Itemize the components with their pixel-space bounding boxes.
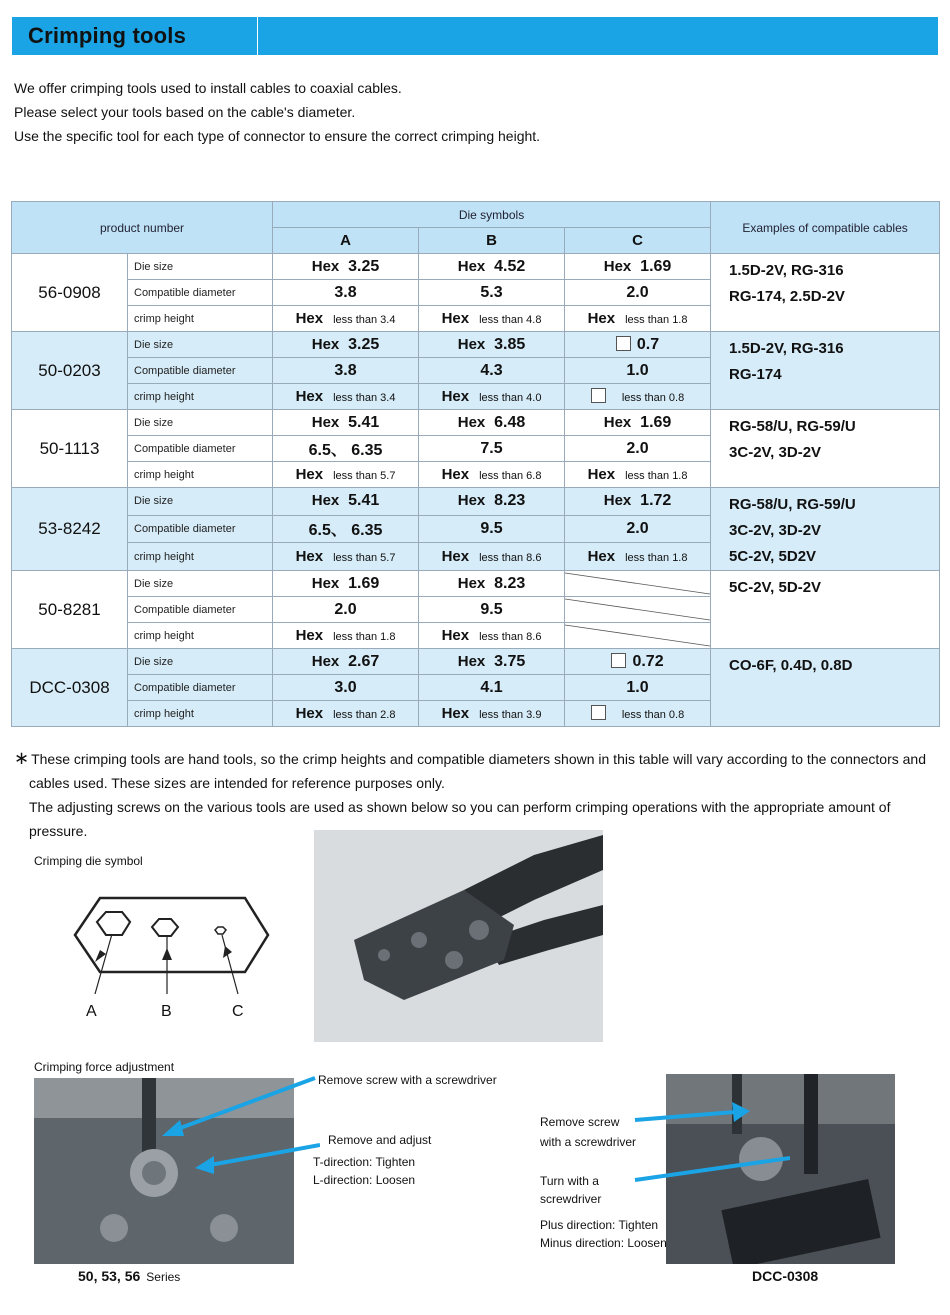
note-line-3: The adjusting screws on the various tools are used as shown below so you can perform crimping operations with the appropriate amount of pressure. (29, 799, 891, 839)
table-row (12, 254, 940, 280)
hex-label: Hex (587, 547, 616, 565)
square-symbol-icon (591, 705, 606, 720)
diam-a: 6.5、 6.35 (273, 515, 419, 543)
row-label-diameter: Compatible diameter (128, 280, 273, 306)
table-row (12, 649, 940, 675)
callout-right-turn-2: screwdriver (540, 1192, 602, 1206)
square-symbol-icon (591, 388, 606, 403)
crimp-c (565, 384, 711, 410)
die-a (273, 410, 419, 436)
callout-remove-adjust: Remove and adjust (328, 1133, 432, 1147)
cable-line: 5C-2V, 5D-2V (729, 579, 822, 596)
crimp-c-value: less than 1.8 (625, 469, 688, 482)
row-label-die: Die size (128, 410, 273, 436)
hex-label: Hex (457, 652, 486, 670)
cable-line: RG-58/U, RG-59/U (729, 496, 856, 513)
hex-label: Hex (311, 335, 340, 353)
crimp-a (273, 384, 419, 410)
hex-label: Hex (603, 492, 632, 510)
cable-line: 1.5D-2V, RG-316 (729, 340, 844, 357)
crimp-b-value: less than 8.6 (479, 551, 542, 564)
hex-label: Hex (587, 465, 616, 483)
hex-label: Hex (311, 492, 340, 510)
hex-label: Hex (441, 626, 470, 644)
crimp-b-value: less than 3.9 (479, 708, 542, 721)
diam-c: 2.0 (565, 280, 711, 306)
product-number: 53-8242 (12, 488, 128, 571)
series-suffix: Series (146, 1270, 181, 1284)
crimp-a (273, 623, 419, 649)
crimp-a (273, 462, 419, 488)
hex-label: Hex (457, 335, 486, 353)
die-c (565, 410, 711, 436)
table-row (12, 488, 940, 516)
row-label-crimp: crimp height (128, 384, 273, 410)
hex-label: Hex (311, 652, 340, 670)
die-b-value: 6.48 (494, 413, 526, 431)
cable-line: 3C-2V, 3D-2V (729, 444, 822, 461)
header-die-symbols: Die symbols (273, 202, 711, 228)
die-b-value: 8.23 (494, 574, 526, 592)
intro-line: Use the specific tool for each type of connector to ensure the correct crimping height. (14, 128, 541, 144)
hex-label: Hex (295, 704, 324, 722)
hex-label: Hex (295, 387, 324, 405)
row-label-crimp: crimp height (128, 623, 273, 649)
note-line-1: These crimping tools are hand tools, so the crimp heights and compatible diameters shown in this table will vary according to the connectors and (31, 751, 927, 767)
crimp-b-value: less than 4.8 (479, 313, 542, 326)
empty-cell-slash (565, 623, 711, 649)
hex-label: Hex (457, 257, 486, 275)
die-b (419, 332, 565, 358)
cable-line: 3C-2V, 3D-2V (729, 522, 822, 539)
hex-c-shape (215, 927, 226, 934)
diam-a: 3.0 (273, 675, 419, 701)
crimping-tool-illustration (314, 830, 603, 1042)
notes (14, 746, 939, 843)
product-number: DCC-0308 (12, 649, 128, 727)
row-label-diameter: Compatible diameter (128, 436, 273, 462)
crimp-c-value: less than 1.8 (625, 551, 688, 564)
crimp-a (273, 306, 419, 332)
row-label-crimp: crimp height (128, 462, 273, 488)
series-label-left (78, 1268, 180, 1284)
die-c-value: 1.69 (640, 257, 672, 275)
header-examples: Examples of compatible cables (711, 202, 940, 254)
crimp-b (419, 384, 565, 410)
callout-right-plus: Plus direction: Tighten (540, 1218, 659, 1232)
table-row (12, 332, 940, 358)
row-label-diameter: Compatible diameter (128, 515, 273, 543)
crimp-b (419, 462, 565, 488)
crimp-a-value: less than 3.4 (333, 313, 396, 326)
crimp-b-value: less than 4.0 (479, 391, 542, 404)
die-a-value: 3.25 (348, 335, 380, 353)
die-b-value: 8.23 (494, 492, 526, 510)
die-b-value: 3.75 (494, 652, 526, 670)
diam-b: 9.5 (419, 597, 565, 623)
cable-line: RG-58/U, RG-59/U (729, 418, 856, 435)
die-c-value: 1.69 (640, 413, 672, 431)
hex-label: Hex (295, 309, 324, 327)
die-symbol-caption: Crimping die symbol (34, 854, 143, 868)
die-a (273, 571, 419, 597)
die-b (419, 410, 565, 436)
compatible-cables (711, 332, 940, 410)
row-label-diameter: Compatible diameter (128, 675, 273, 701)
hex-label: Hex (457, 574, 486, 592)
crimp-b (419, 701, 565, 727)
die-a-value: 5.41 (348, 492, 380, 510)
hex-label: Hex (603, 413, 632, 431)
diam-c: 2.0 (565, 436, 711, 462)
die-a-value: 2.67 (348, 652, 380, 670)
die-b (419, 488, 565, 516)
hex-label: Hex (441, 387, 470, 405)
hex-b-shape (152, 919, 178, 936)
crimp-b-value: less than 6.8 (479, 469, 542, 482)
page-title: Crimping tools (28, 23, 187, 48)
compatible-cables (711, 254, 940, 332)
die-c (565, 488, 711, 516)
compatible-cables (711, 649, 940, 727)
hex-label: Hex (311, 413, 340, 431)
intro-line: Please select your tools based on the cable's diameter. (14, 104, 356, 120)
crimp-a (273, 701, 419, 727)
hex-label: Hex (441, 309, 470, 327)
die-b (419, 571, 565, 597)
square-symbol-icon (611, 653, 626, 668)
row-label-diameter: Compatible diameter (128, 358, 273, 384)
callout-remove-screw: Remove screw with a screwdriver (318, 1073, 497, 1087)
cable-line: 5C-2V, 5D2V (729, 548, 817, 565)
hex-label: Hex (441, 704, 470, 722)
crimp-c-value: less than 0.8 (621, 708, 685, 721)
row-label-die: Die size (128, 488, 273, 516)
hex-label: Hex (457, 413, 486, 431)
diam-b: 9.5 (419, 515, 565, 543)
compatible-cables (711, 410, 940, 488)
table-row (12, 571, 940, 597)
crimp-a-value: less than 1.8 (333, 630, 396, 643)
diam-c: 1.0 (565, 675, 711, 701)
header-die-b: B (419, 228, 565, 254)
diam-a: 3.8 (273, 358, 419, 384)
crimping-tools-table (11, 201, 940, 727)
crimp-a-value: less than 2.8 (333, 708, 396, 721)
hex-label: Hex (295, 547, 324, 565)
cable-line: CO-6F, 0.4D, 0.8D (729, 657, 853, 674)
row-label-die: Die size (128, 649, 273, 675)
callout-right-turn-1: Turn with a (540, 1174, 599, 1188)
product-number: 50-0203 (12, 332, 128, 410)
compatible-cables (711, 488, 940, 571)
die-a-value: 1.69 (348, 574, 380, 592)
callout-tighten: T-direction: Tighten (313, 1155, 416, 1169)
series-numbers: 50, 53, 56 (78, 1268, 141, 1284)
row-label-crimp: crimp height (128, 306, 273, 332)
table-row (12, 410, 940, 436)
row-label-die: Die size (128, 254, 273, 280)
crimp-c-value: less than 1.8 (625, 313, 688, 326)
crimp-a-value: less than 5.7 (333, 469, 396, 482)
hex-label: Hex (441, 465, 470, 483)
product-number: 50-1113 (12, 410, 128, 488)
header-product-number: product number (12, 202, 273, 254)
row-label-die: Die size (128, 332, 273, 358)
callout-arrows-right (630, 1098, 790, 1188)
compatible-cables (711, 571, 940, 649)
row-label-die: Die size (128, 571, 273, 597)
row-label-crimp: crimp height (128, 543, 273, 571)
die-c-value: 1.72 (640, 492, 672, 510)
die-b (419, 649, 565, 675)
diam-a: 3.8 (273, 280, 419, 306)
header-die-a: A (273, 228, 419, 254)
die-a (273, 332, 419, 358)
die-c (565, 332, 711, 358)
crimp-c (565, 701, 711, 727)
crimp-c-value: less than 0.8 (621, 391, 685, 404)
die-a-value: 5.41 (348, 413, 380, 431)
crimp-c (565, 306, 711, 332)
die-label-a: A (86, 1003, 97, 1020)
cable-line: RG-174, 2.5D-2V (729, 288, 845, 305)
crimp-c (565, 462, 711, 488)
cable-line: RG-174 (729, 366, 782, 383)
diam-b: 4.3 (419, 358, 565, 384)
diam-b: 4.1 (419, 675, 565, 701)
intro-line: We offer crimping tools used to install cables to coaxial cables. (14, 80, 402, 96)
square-symbol-icon (616, 336, 631, 351)
asterisk-icon: ∗ (14, 748, 30, 768)
crimp-b (419, 306, 565, 332)
die-a (273, 649, 419, 675)
cable-line: 1.5D-2V, RG-316 (729, 262, 844, 279)
intro-text (14, 76, 934, 148)
diam-b: 5.3 (419, 280, 565, 306)
series-label-right: DCC-0308 (752, 1268, 819, 1284)
diam-c: 2.0 (565, 515, 711, 543)
crimp-a-value: less than 5.7 (333, 551, 396, 564)
die-b-value: 3.85 (494, 335, 526, 353)
die-label-b: B (161, 1003, 172, 1020)
note-line-2: cables used. These sizes are intended for reference purposes only. (29, 775, 445, 791)
crimping-tool-photo (314, 830, 603, 1042)
hex-label: Hex (441, 547, 470, 565)
row-label-crimp: crimp height (128, 701, 273, 727)
diam-c: 1.0 (565, 358, 711, 384)
crimp-b (419, 543, 565, 571)
callout-right-remove-2: with a screwdriver (540, 1135, 637, 1149)
hex-label: Hex (311, 574, 340, 592)
hex-label: Hex (311, 257, 340, 275)
crimp-b (419, 623, 565, 649)
die-a (273, 488, 419, 516)
note-line (14, 746, 939, 771)
die-c (565, 649, 711, 675)
hex-label: Hex (603, 257, 632, 275)
die-a-value: 3.25 (348, 257, 380, 275)
hex-label: Hex (587, 309, 616, 327)
diam-a: 2.0 (273, 597, 419, 623)
die-c-value: 0.7 (636, 335, 660, 353)
die-label-c: C (232, 1003, 244, 1020)
row-label-diameter: Compatible diameter (128, 597, 273, 623)
callout-right-minus: Minus direction: Loosen (540, 1236, 667, 1250)
die-c-value: 0.72 (632, 652, 664, 670)
die-b (419, 254, 565, 280)
force-adjustment-caption: Crimping force adjustment (34, 1060, 175, 1074)
hex-label: Hex (295, 465, 324, 483)
product-number: 56-0908 (12, 254, 128, 332)
crimp-b-value: less than 8.6 (479, 630, 542, 643)
callout-arrows-left (150, 1070, 320, 1180)
diam-b: 7.5 (419, 436, 565, 462)
callout-loosen: L-direction: Loosen (313, 1173, 416, 1187)
header-die-c: C (565, 228, 711, 254)
die-b-value: 4.52 (494, 257, 526, 275)
empty-cell-slash (565, 597, 711, 623)
callout-right-remove-1: Remove screw (540, 1115, 620, 1129)
crimp-a-value: less than 3.4 (333, 391, 396, 404)
diam-a: 6.5、 6.35 (273, 436, 419, 462)
header-title-box (12, 17, 258, 55)
empty-cell-slash (565, 571, 711, 597)
crimp-a (273, 543, 419, 571)
hex-label: Hex (457, 492, 486, 510)
crimp-c (565, 543, 711, 571)
product-number: 50-8281 (12, 571, 128, 649)
die-a (273, 254, 419, 280)
die-c (565, 254, 711, 280)
hex-label: Hex (295, 626, 324, 644)
